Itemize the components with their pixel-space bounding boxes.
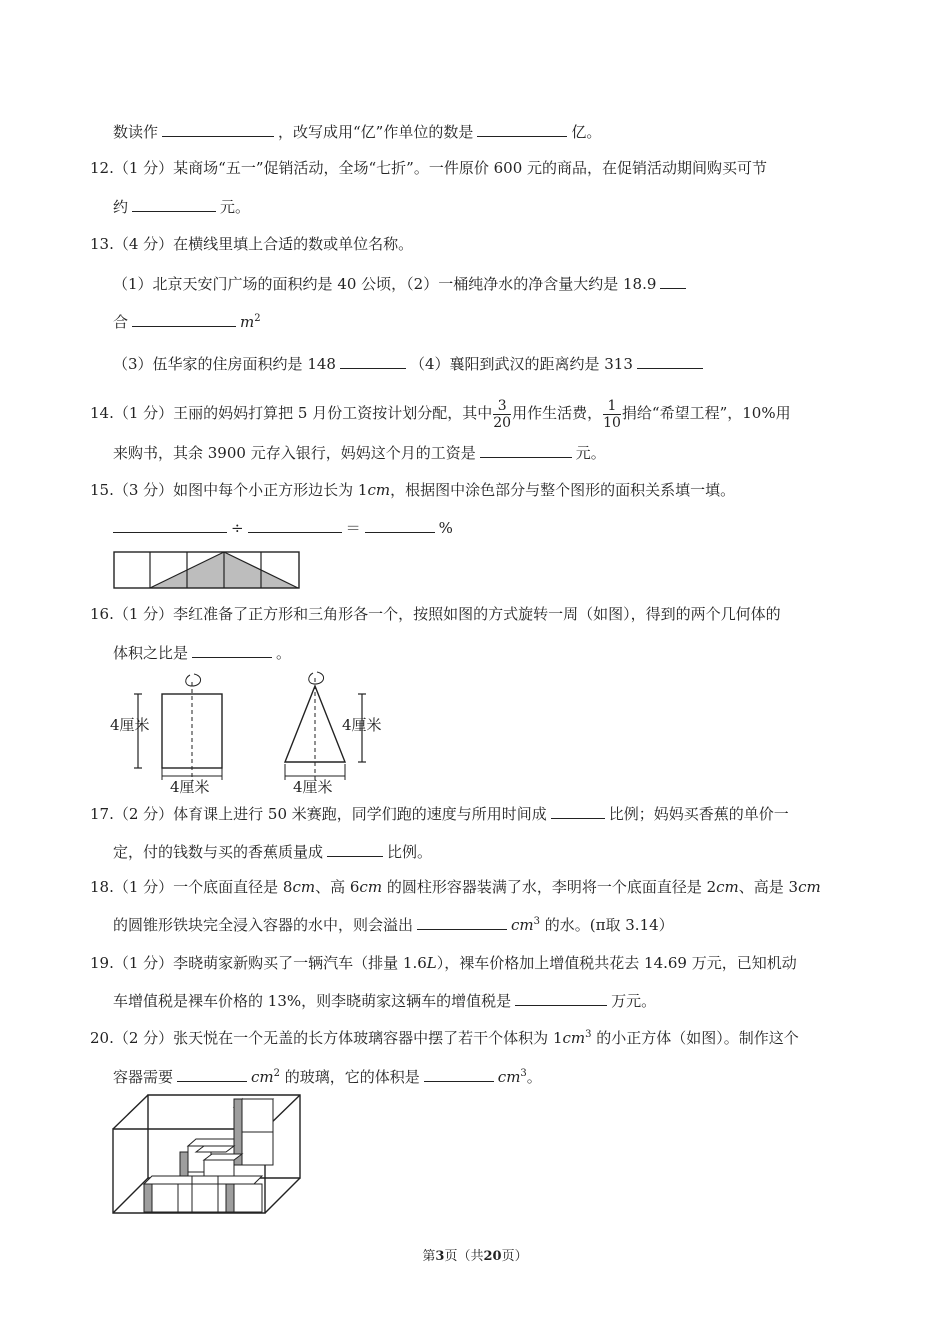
fraction-3-20: $\frac{3}{20}$ bbox=[493, 397, 512, 431]
rotation-arrow-icon bbox=[186, 674, 201, 686]
q13-line1: （1）北京天安门广场的面积约是 40 公顷，（2）一桶纯净水的净含量大约是 18.9 bbox=[113, 273, 690, 294]
answer-blank[interactable] bbox=[637, 353, 703, 369]
q15-grid-figure bbox=[113, 551, 303, 591]
square-side-label: 4厘米 bbox=[110, 716, 150, 734]
answer-blank[interactable] bbox=[365, 517, 435, 533]
answer-blank[interactable] bbox=[340, 353, 406, 369]
fraction-1-10: $\frac{1}{10}$ bbox=[603, 397, 621, 431]
q11-line: 数读作 ，改写成用“亿”作单位的数是 亿。 bbox=[113, 123, 602, 141]
answer-blank[interactable] bbox=[515, 990, 607, 1006]
q20-glass-box-figure bbox=[112, 1094, 307, 1218]
q13-line2: 合 $m^2$ bbox=[113, 313, 261, 331]
answer-blank[interactable] bbox=[248, 517, 342, 533]
q18-line1: 18.（1 分）一个底面直径是 8cm、高 6cm 的圆柱形容器装满了水，李明将一个底面直径是 2cm、高是 3cm bbox=[90, 878, 821, 896]
answer-blank[interactable] bbox=[177, 1066, 247, 1082]
q19-line1: 19.（1 分）李晓萌家新购买了一辆汽车（排量 1.6L），裸车价格加上增值税共花去 14.69 万元，已知机动 bbox=[90, 954, 797, 972]
q12-line2: 约 元。 bbox=[113, 198, 251, 216]
q19-line2: 车增值税是裸车价格的 13%，则李晓萌家这辆车的增值税是 万元。 bbox=[113, 992, 657, 1010]
triangle-height-label: 4厘米 bbox=[342, 716, 382, 734]
q13-line3: （3）伍华家的住房面积约是 148 （4）襄阳到武汉的距离约是 313 bbox=[113, 353, 707, 374]
q15-answer-row: ÷ ＝ % bbox=[113, 517, 453, 538]
answer-blank[interactable] bbox=[417, 914, 507, 930]
square-bottom-label: 4厘米 bbox=[170, 778, 210, 796]
q15-heading: 15.（3 分）如图中每个小正方形边长为 1cm，根据图中涂色部分与整个图形的面积关系填一填。 bbox=[90, 481, 736, 499]
q16-line1: 16.（1 分）李红准备了正方形和三角形各一个，按照如图的方式旋转一周（如图），得到的两个几何体的 bbox=[90, 605, 781, 623]
q16-rotation-figure bbox=[110, 664, 400, 794]
answer-blank[interactable] bbox=[660, 273, 686, 289]
q18-line2: 的圆锥形铁块完全浸入容器的水中，则会溢出 $cm^3$ 的水。(π取 3.14） bbox=[113, 916, 674, 934]
q16-line2: 体积之比是 。 bbox=[113, 644, 292, 662]
q17-line2: 定，付的钱数与买的香蕉质量成 比例。 bbox=[113, 843, 433, 861]
q13-heading: 13.（4 分）在横线里填上合适的数或单位名称。 bbox=[90, 235, 414, 253]
q20-line1: 20.（2 分）张天悦在一个无盖的长方体玻璃容器中摆了若干个体积为 $1cm^3$ 的小正方体（如图）。制作这个 bbox=[90, 1029, 799, 1047]
answer-blank[interactable] bbox=[192, 642, 272, 658]
answer-blank[interactable] bbox=[424, 1066, 494, 1082]
q20-line2: 容器需要 $cm^2$ 的玻璃，它的体积是 $cm^3$。 bbox=[113, 1068, 542, 1086]
answer-blank[interactable] bbox=[327, 841, 383, 857]
rotation-arrow-icon bbox=[309, 672, 324, 684]
answer-blank[interactable] bbox=[162, 121, 274, 137]
answer-blank[interactable] bbox=[113, 517, 227, 533]
answer-blank[interactable] bbox=[132, 311, 236, 327]
q17-line1: 17.（2 分）体育课上进行 50 米赛跑，同学们跑的速度与所用时间成 比例；妈妈买香蕉的单价一 bbox=[90, 805, 789, 823]
page-footer: 第3页（共20页） bbox=[422, 1249, 528, 1264]
answer-blank[interactable] bbox=[480, 442, 572, 458]
answer-blank[interactable] bbox=[477, 121, 567, 137]
q12-line1: 12.（1 分）某商场“五一”促销活动，全场“七折”。一件原价 600 元的商品，在促销活动期间购买可节 bbox=[90, 159, 768, 177]
q14-line1: 14.（1 分）王丽的妈妈打算把 5 月份工资按计划分配，其中 $\frac{3}{20}$ 用作生活费， $\frac{1}{10}$ 捐给“希望工程”，10%用 bbox=[90, 397, 791, 431]
answer-blank[interactable] bbox=[132, 196, 216, 212]
triangle-bottom-label: 4厘米 bbox=[293, 778, 333, 796]
answer-blank[interactable] bbox=[551, 803, 605, 819]
q14-line2: 来购书，其余 3900 元存入银行，妈妈这个月的工资是 元。 bbox=[113, 444, 606, 462]
